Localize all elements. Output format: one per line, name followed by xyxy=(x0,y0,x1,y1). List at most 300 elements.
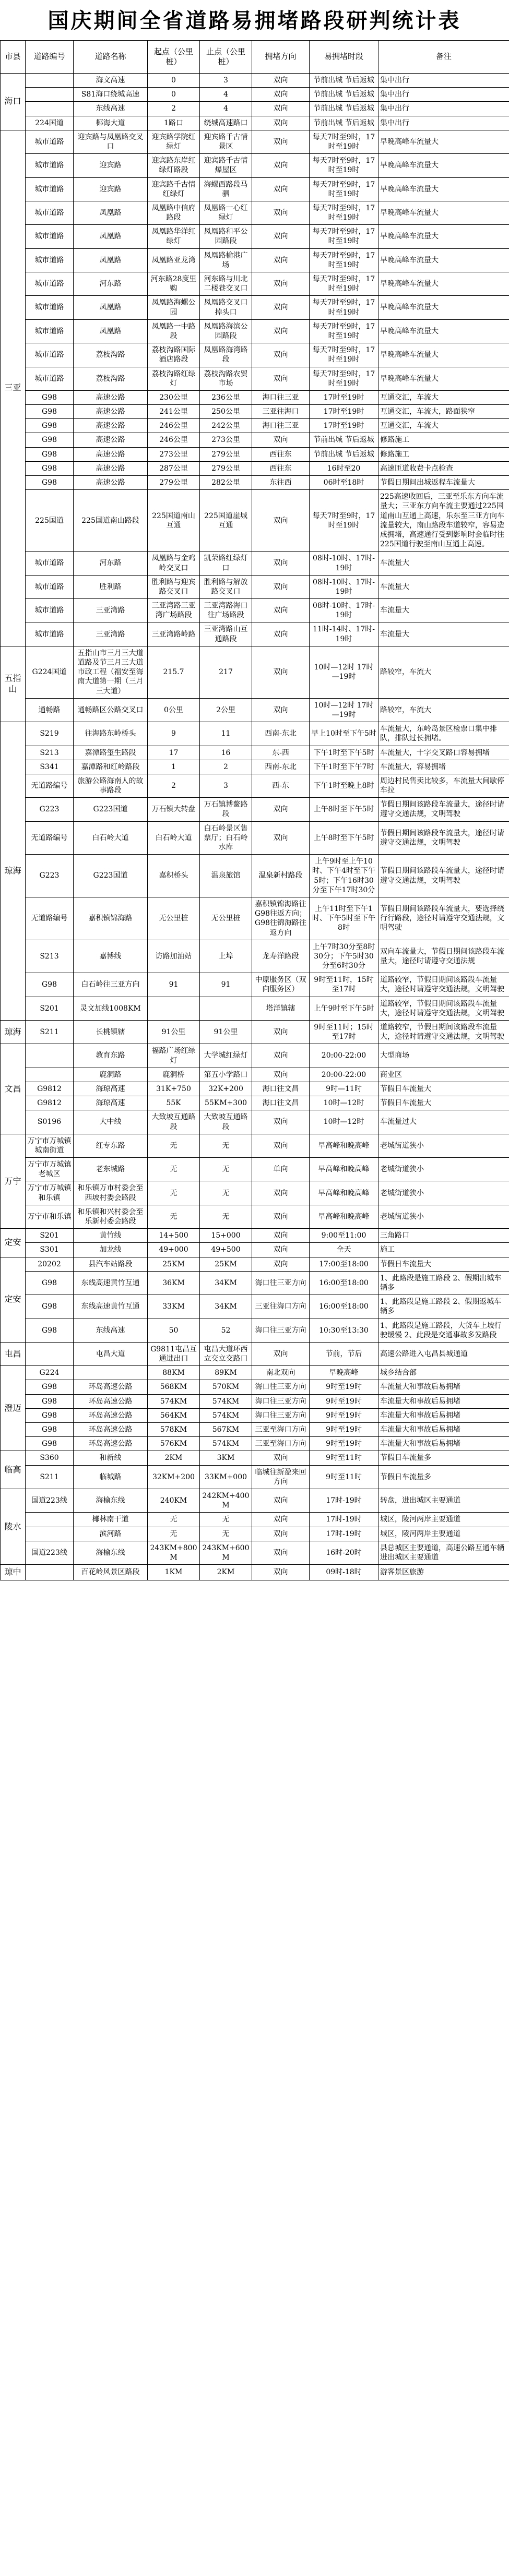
table-cell: 49+000 xyxy=(148,1243,200,1257)
table-cell: 和乐镇万市村委会至西坡村委会路段 xyxy=(74,1181,148,1205)
table-row xyxy=(1,1110,509,1134)
table-cell xyxy=(26,1068,74,1082)
table-cell: 东线高速 xyxy=(74,102,148,116)
table-cell: 9时至19时 xyxy=(310,1394,378,1408)
table-row xyxy=(1,552,509,575)
table-cell: 89KM xyxy=(200,1366,252,1380)
table-cell: 早晚高峰车流量大 xyxy=(378,248,509,272)
table-cell: 节前，节后 xyxy=(310,1342,378,1365)
table-cell: 双向 xyxy=(252,296,310,319)
table-cell: 16:00至18:00 xyxy=(310,1271,378,1295)
table-cell: 东线高速黄竹互通 xyxy=(74,1271,148,1295)
table-row xyxy=(1,1423,509,1437)
table-cell: 旅游公路海南人的故事路段 xyxy=(74,774,148,797)
table-cell: 迎宾路学院红绿灯 xyxy=(148,130,200,153)
table-cell: 节假日车流量大 xyxy=(378,1082,509,1096)
table-cell: 车流量过大 xyxy=(378,1110,509,1134)
table-cell: 246公里 xyxy=(148,419,200,433)
table-cell: 集中出行 xyxy=(378,74,509,88)
table-cell xyxy=(26,1342,74,1365)
table-cell: 车流量大 xyxy=(378,599,509,622)
table-cell: 车流量大 xyxy=(378,552,509,575)
table-cell: 9:00至11:00 xyxy=(310,1229,378,1243)
table-cell: 县总城区主要通道，高速公路互通车辆进出城区主要通道 xyxy=(378,1541,509,1564)
table-cell: 32K+200 xyxy=(200,1082,252,1096)
table-cell: 下午1时至下午5时 xyxy=(310,746,378,760)
table-cell: 凤凰路海滨公园路段 xyxy=(200,319,252,343)
table-cell: 双向 xyxy=(252,1205,310,1228)
header-cell: 市县 xyxy=(1,41,26,74)
table-cell: G223 xyxy=(26,798,74,821)
table-cell: 上午9时至上午10时、下午4时至下午5时；下午16时30分至下午17时30分 xyxy=(310,855,378,897)
table-row xyxy=(1,367,509,390)
table-cell: G9812 xyxy=(26,1082,74,1096)
table-cell: 无道路编号 xyxy=(26,821,74,855)
table-cell: 三亚湾路 xyxy=(74,599,148,622)
table-cell: 2KM xyxy=(200,1565,252,1580)
table-cell: 凤凰路海螺公园 xyxy=(148,296,200,319)
table-cell: G98 xyxy=(26,1295,74,1319)
table-cell: 双向 xyxy=(252,130,310,153)
table-cell: 双向 xyxy=(252,622,310,646)
table-cell: 环岛高速公路 xyxy=(74,1380,148,1394)
table-cell: 互通交汇，车流大 xyxy=(378,390,509,404)
table-cell: 双向车流量大，节假日期间该路段车流量大，途径时请遵守交通法规 xyxy=(378,940,509,973)
table-cell: 10时—12时 xyxy=(310,1096,378,1110)
table-cell: 椰海大道 xyxy=(74,116,148,130)
table-header-row xyxy=(1,41,509,74)
table-cell: 每天7时至9时，17时至19时 xyxy=(310,225,378,248)
table-cell: 每天7时至9时，17时至19时 xyxy=(310,177,378,201)
table-cell: 11 xyxy=(200,722,252,746)
table-cell: 胜利路 xyxy=(74,575,148,598)
table-cell: 万宁市万城镇城南街道 xyxy=(26,1134,74,1157)
city-cell: 海口 xyxy=(1,74,26,130)
table-cell xyxy=(26,1044,74,1068)
table-cell: 91公里 xyxy=(148,1021,200,1044)
table-cell: 4 xyxy=(200,88,252,102)
table-cell: 临城路 xyxy=(74,1465,148,1489)
table-cell: 西南-东北 xyxy=(252,722,310,746)
table-cell: 224国道 xyxy=(26,116,74,130)
city-cell: 定安 xyxy=(1,1257,26,1342)
table-cell: 9时至11时 xyxy=(310,1451,378,1465)
table-cell: 临城往新盈来回方向 xyxy=(252,1465,310,1489)
table-cell: 2公里 xyxy=(200,698,252,722)
table-cell: 早高峰和晚高峰 xyxy=(310,1134,378,1157)
table-cell: 17时-19时 xyxy=(310,1513,378,1527)
table-cell: 万石镇博鳌路段 xyxy=(200,798,252,821)
table-cell: 车流量大和事故后易拥堵 xyxy=(378,1408,509,1422)
table-cell: G9811屯昌互通进出口 xyxy=(148,1342,200,1365)
table-cell: 早晚高峰车流量大 xyxy=(378,201,509,224)
table-cell: 上午7时30分至8时30分；下午5时30分至6时30分 xyxy=(310,940,378,973)
table-cell: 节前出城 节后返城 xyxy=(310,116,378,130)
table-cell: 91公里 xyxy=(200,1021,252,1044)
table-cell: G98 xyxy=(26,476,74,490)
table-cell: 转盘，进出城区主要通道 xyxy=(378,1489,509,1512)
table-cell: 海口往三亚 xyxy=(252,419,310,433)
table-cell: 279公里 xyxy=(200,447,252,461)
city-cell: 琼中 xyxy=(1,1565,26,1580)
table-cell: 城区，陵河两岸主要通道 xyxy=(378,1527,509,1541)
table-cell: 城区，陵河两岸主要通道 xyxy=(378,1513,509,1527)
table-cell: S0196 xyxy=(26,1110,74,1134)
table-cell: 海文高速 xyxy=(74,74,148,88)
table-cell: 1 xyxy=(148,760,200,774)
table-cell: 高速公路进入屯昌县城通道 xyxy=(378,1342,509,1365)
table-cell: 33KM xyxy=(148,1295,200,1319)
table-row xyxy=(1,88,509,102)
table-cell: 10时—12时 17时—19时 xyxy=(310,698,378,722)
table-cell: 三亚湾路岭路 xyxy=(148,622,200,646)
table-cell: 上午8时至下午5时 xyxy=(310,821,378,855)
table-cell: 282公里 xyxy=(200,476,252,490)
table-cell: 集中出行 xyxy=(378,102,509,116)
table-cell: 凤凰路 xyxy=(74,225,148,248)
table-cell: 双向 xyxy=(252,177,310,201)
table-cell: 早上10时至下午5时 xyxy=(310,722,378,746)
table-cell: 凯荣路红绿灯口 xyxy=(200,552,252,575)
table-row xyxy=(1,746,509,760)
table-row xyxy=(1,997,509,1020)
table-row xyxy=(1,1541,509,1564)
table-cell: G98 xyxy=(26,447,74,461)
table-cell: 双向 xyxy=(252,1068,310,1082)
table-cell: 迎宾路 xyxy=(74,154,148,177)
table-cell: 225国道南山互通 xyxy=(148,490,200,552)
table-cell: 嘉积镇锦海路往G98往返方向；G98往锦海路往返方向 xyxy=(252,897,310,940)
table-cell: 双向 xyxy=(252,102,310,116)
table-cell: 三亚往海口 xyxy=(252,405,310,419)
table-cell: 双向 xyxy=(252,1110,310,1134)
table-cell: G98 xyxy=(26,973,74,997)
table-cell: 西-东 xyxy=(252,774,310,797)
table-cell: 城市道路 xyxy=(26,599,74,622)
header-cell: 备注 xyxy=(378,41,509,74)
table-cell: 578KM xyxy=(148,1423,200,1437)
table-cell: 33KM+000 xyxy=(200,1465,252,1489)
table-cell: 246公里 xyxy=(148,433,200,447)
table-cell: 早晚高峰车流量大 xyxy=(378,272,509,296)
table-cell: 荔枝沟路国际酒店路段 xyxy=(148,343,200,367)
table-cell: 双向 xyxy=(252,74,310,88)
table-cell: 15+000 xyxy=(200,1229,252,1243)
table-cell: 上埠 xyxy=(200,940,252,973)
table-cell: 城市道路 xyxy=(26,622,74,646)
table-cell: 9时至19时 xyxy=(310,1380,378,1394)
table-cell: 城市道路 xyxy=(26,343,74,367)
table-cell: 0公里 xyxy=(148,698,200,722)
table-cell: G98 xyxy=(26,405,74,419)
table-cell: 车流量大和事故后易拥堵 xyxy=(378,1394,509,1408)
table-cell: 242公里 xyxy=(200,419,252,433)
table-cell: 城市道路 xyxy=(26,130,74,153)
table-cell: 287公里 xyxy=(148,461,200,475)
table-cell: 龙寿洋路段 xyxy=(252,940,310,973)
table-cell: 修路施工 xyxy=(378,447,509,461)
table-cell: 和新线 xyxy=(74,1451,148,1465)
table-cell: 高速公路 xyxy=(74,419,148,433)
table-row xyxy=(1,1394,509,1408)
table-row xyxy=(1,1437,509,1451)
table-cell: 胜利路与解放路交叉口 xyxy=(200,575,252,598)
table-cell: 长桃镇辖 xyxy=(74,1021,148,1044)
table-cell: 三亚湾路 xyxy=(74,622,148,646)
table-row xyxy=(1,1257,509,1271)
table-cell: 236公里 xyxy=(200,390,252,404)
table-row xyxy=(1,1451,509,1465)
table-cell: 双向 xyxy=(252,343,310,367)
table-cell: 34KM xyxy=(200,1271,252,1295)
table-cell: G98 xyxy=(26,1394,74,1408)
table-cell: 243KM+600M xyxy=(200,1541,252,1564)
table-cell: 17 xyxy=(148,746,200,760)
table-cell: 胜利路与迎宾路交叉口 xyxy=(148,575,200,598)
city-cell: 万宁 xyxy=(1,1134,26,1229)
table-cell: 南北双向 xyxy=(252,1366,310,1380)
table-row xyxy=(1,1366,509,1380)
table-cell: 凤凰路 xyxy=(74,248,148,272)
table-cell: 225国道 xyxy=(26,490,74,552)
table-cell: 574KM xyxy=(200,1394,252,1408)
table-cell: 下午1时至晚上8时 xyxy=(310,774,378,797)
table-row xyxy=(1,821,509,855)
table-cell: 06时至18时 xyxy=(310,476,378,490)
table-cell: 273公里 xyxy=(200,433,252,447)
table-cell: S81海口绕城高速 xyxy=(74,88,148,102)
table-row xyxy=(1,74,509,88)
header-cell: 止点（公里桩） xyxy=(200,41,252,74)
table-cell: 双向 xyxy=(252,575,310,598)
table-row xyxy=(1,461,509,475)
table-body xyxy=(1,74,509,1580)
table-row xyxy=(1,130,509,153)
table-cell: G98 xyxy=(26,1437,74,1451)
table-cell: 白石岭大道 xyxy=(74,821,148,855)
table-row xyxy=(1,973,509,997)
table-cell: 三亚湾路三亚湾广场路段 xyxy=(148,599,200,622)
table-cell: 修路施工 xyxy=(378,433,509,447)
table-row xyxy=(1,599,509,622)
table-cell: 279公里 xyxy=(200,461,252,475)
table-cell: 16:00至18:00 xyxy=(310,1295,378,1319)
table-cell: 双向 xyxy=(252,1513,310,1527)
table-cell: 高速公路 xyxy=(74,405,148,419)
table-cell: 环岛高速公路 xyxy=(74,1394,148,1408)
table-cell: 城市道路 xyxy=(26,319,74,343)
table-cell: 240KM xyxy=(148,1489,200,1512)
table-cell: 东往西 xyxy=(252,476,310,490)
table-cell: 万宁市和乐镇 xyxy=(26,1205,74,1228)
table-cell: 每天7时至9时，17时至19时 xyxy=(310,343,378,367)
table-cell: 凤凰路亚龙湾 xyxy=(148,248,200,272)
table-cell: 17时至19时 xyxy=(310,390,378,404)
table-cell: 早高峰和晚高峰 xyxy=(310,1181,378,1205)
table-cell: 每天7时至9时，17时至19时 xyxy=(310,201,378,224)
table-cell: 双向 xyxy=(252,272,310,296)
table-cell: 海琼高速 xyxy=(74,1096,148,1110)
table-cell: 道路较窄，节假日期间该路段车流量大，途径时请遵守交通法规，文明驾驶 xyxy=(378,973,509,997)
table-cell: 河东路与川北二楼巷交叉口 xyxy=(200,272,252,296)
table-cell xyxy=(200,997,252,1020)
table-cell: 海琼高速 xyxy=(74,1082,148,1096)
table-cell: 36KM xyxy=(148,1271,200,1295)
table-cell: 0 xyxy=(148,88,200,102)
table-cell: 双向 xyxy=(252,201,310,224)
table-row xyxy=(1,940,509,973)
table-cell: S301 xyxy=(26,1243,74,1257)
table-row xyxy=(1,296,509,319)
table-cell: G98 xyxy=(26,1319,74,1342)
table-cell: 无 xyxy=(200,1527,252,1541)
table-row xyxy=(1,102,509,116)
table-cell: 双向 xyxy=(252,1489,310,1512)
table-cell: 无 xyxy=(200,1205,252,1228)
table-cell: 海口往三亚方向 xyxy=(252,1271,310,1295)
table-cell: 城市道路 xyxy=(26,225,74,248)
table-cell: G98 xyxy=(26,419,74,433)
table-cell: 凤凰路一心红绿灯 xyxy=(200,201,252,224)
table-cell: 节假日期间该路段车流量大，途径时请遵守交通法规，文明驾驶 xyxy=(378,821,509,855)
table-cell: 县汽车站路段 xyxy=(74,1257,148,1271)
table-cell: 17时-19时 xyxy=(310,1489,378,1512)
table-cell: 每天7时至9时，17时至19时 xyxy=(310,154,378,177)
table-cell: 周边村民售卖比较多，车流量大间歇停车拉 xyxy=(378,774,509,797)
table-cell: 万石镇大转盘 xyxy=(148,798,200,821)
table-cell: 节假日期间出城返程车流量大 xyxy=(378,476,509,490)
table-cell: 17时至19时 xyxy=(310,405,378,419)
table-cell: 上午9时至下午5时 xyxy=(310,997,378,1020)
table-cell: 9时至19时 xyxy=(310,1423,378,1437)
table-cell: 3 xyxy=(200,74,252,88)
table-cell: 1、此路段是施工路段，大货车上坡行驶缓慢 2、此段是交通事故多发路段 xyxy=(378,1319,509,1342)
table-cell: 车流量大和事故后易拥堵 xyxy=(378,1380,509,1394)
table-cell: 9时至19时 xyxy=(310,1408,378,1422)
table-cell: 凤凰路交叉口掉头口 xyxy=(200,296,252,319)
table-cell: 老城街道狭小 xyxy=(378,1134,509,1157)
table-cell: 每天7时至9时，17时至19时 xyxy=(310,296,378,319)
table-cell xyxy=(148,997,200,1020)
table-cell: 9 xyxy=(148,722,200,746)
table-cell: 双向 xyxy=(252,821,310,855)
table-cell: 91 xyxy=(148,973,200,997)
table-cell: 241公里 xyxy=(148,405,200,419)
table-cell: 10:30至13:30 xyxy=(310,1319,378,1342)
table-row xyxy=(1,1044,509,1068)
table-cell: 教育东路 xyxy=(74,1044,148,1068)
table-cell: 鹿洞路 xyxy=(74,1068,148,1082)
table-cell: 海口往三亚方向 xyxy=(252,1394,310,1408)
table-row xyxy=(1,1342,509,1365)
table-cell: 游客景区旅游 xyxy=(378,1565,509,1580)
table-cell: 塔洋镇辖 xyxy=(252,997,310,1020)
table-cell: 225国道崖城互通 xyxy=(200,490,252,552)
table-cell: 凤凰路和平公园路段 xyxy=(200,225,252,248)
table-cell: 11时-14时、17时-19时 xyxy=(310,622,378,646)
table-row xyxy=(1,1134,509,1157)
table-cell: 白石岭景区售票厅；白石岭水库 xyxy=(200,821,252,855)
table-cell: S219 xyxy=(26,722,74,746)
table-row xyxy=(1,201,509,224)
city-cell: 文昌 xyxy=(1,1044,26,1134)
table-cell: 老东城路 xyxy=(74,1158,148,1181)
table-cell: 高速公路 xyxy=(74,390,148,404)
table-cell: 环岛高速公路 xyxy=(74,1408,148,1422)
table-cell: 绕城高速路口 xyxy=(200,116,252,130)
table-cell: 574KM xyxy=(200,1408,252,1422)
table-cell: 滨河路 xyxy=(74,1527,148,1541)
table-cell: 双向 xyxy=(252,1134,310,1157)
table-cell xyxy=(26,74,74,88)
header-cell: 起点（公里桩） xyxy=(148,41,200,74)
table-row xyxy=(1,1082,509,1096)
table-cell: 双向 xyxy=(252,698,310,722)
table-cell: 17时至19时 xyxy=(310,419,378,433)
table-cell: 55KM+300 xyxy=(200,1096,252,1110)
table-cell: 道路较窄，节假日期间该路段车流量大，途径时请遵守交通法规，文明驾驶 xyxy=(378,997,509,1020)
table-row xyxy=(1,390,509,404)
table-cell: 西南-东北 xyxy=(252,760,310,774)
table-row xyxy=(1,248,509,272)
table-cell: 鹿洞桥 xyxy=(148,1068,200,1082)
city-cell: 定安 xyxy=(1,1229,26,1257)
table-row xyxy=(1,897,509,940)
table-cell: 高速公路 xyxy=(74,461,148,475)
table-cell: 嘉潭路和红岭路段 xyxy=(74,760,148,774)
table-cell: 三亚湾路海口往广场路段 xyxy=(200,599,252,622)
table-row xyxy=(1,419,509,433)
table-row xyxy=(1,116,509,130)
table-cell: 91 xyxy=(200,973,252,997)
table-cell: 双向 xyxy=(252,646,310,698)
table-cell: 凤凰路华洋红绿灯 xyxy=(148,225,200,248)
table-row xyxy=(1,154,509,177)
table-cell: 576KM xyxy=(148,1437,200,1451)
table-cell: 双向 xyxy=(252,433,310,447)
table-cell: 节前出城 节后返城 xyxy=(310,102,378,116)
table-cell: 无 xyxy=(148,1134,200,1157)
table-cell: G98 xyxy=(26,1408,74,1422)
table-cell: 双向 xyxy=(252,1451,310,1465)
city-cell: 澄迈 xyxy=(1,1366,26,1451)
table-cell: 海榆东线 xyxy=(74,1541,148,1564)
table-cell: 中原服务区（双向服务区） xyxy=(252,973,310,997)
table-cell: 第五小学路口 xyxy=(200,1068,252,1082)
table-cell: 温泉新村路段 xyxy=(252,855,310,897)
table-cell: 无 xyxy=(148,1527,200,1541)
table-row xyxy=(1,855,509,897)
table-cell: 凤凰路中信府路段 xyxy=(148,201,200,224)
table-cell: G224 xyxy=(26,1366,74,1380)
table-cell: 节假日期间该路段车流量大，途径时请遵守交通法规，文明驾驶 xyxy=(378,798,509,821)
table-cell: S213 xyxy=(26,940,74,973)
table-cell: 迎宾路与凤凰路交叉口 xyxy=(74,130,148,153)
table-cell: 08时-10时、17时-19时 xyxy=(310,575,378,598)
city-cell: 屯昌 xyxy=(1,1342,26,1365)
table-cell: 车流量大，东岭岛景区检票口集中排队，排队过长拥堵。 xyxy=(378,722,509,746)
table-cell xyxy=(26,1565,74,1580)
table-cell: 环岛高速公路 xyxy=(74,1437,148,1451)
table-cell: 迎宾路千古情红绿灯 xyxy=(148,177,200,201)
table-cell: 海口往三亚方向 xyxy=(252,1380,310,1394)
table-cell: 万宁市万城镇老城区 xyxy=(26,1158,74,1181)
table-cell: 节前出城 节后返城 xyxy=(310,447,378,461)
table-cell: 无 xyxy=(200,1513,252,1527)
table-cell: 无 xyxy=(148,1205,200,1228)
table-cell: 高速公路 xyxy=(74,476,148,490)
table-cell: 下午1时至下午7时 xyxy=(310,760,378,774)
